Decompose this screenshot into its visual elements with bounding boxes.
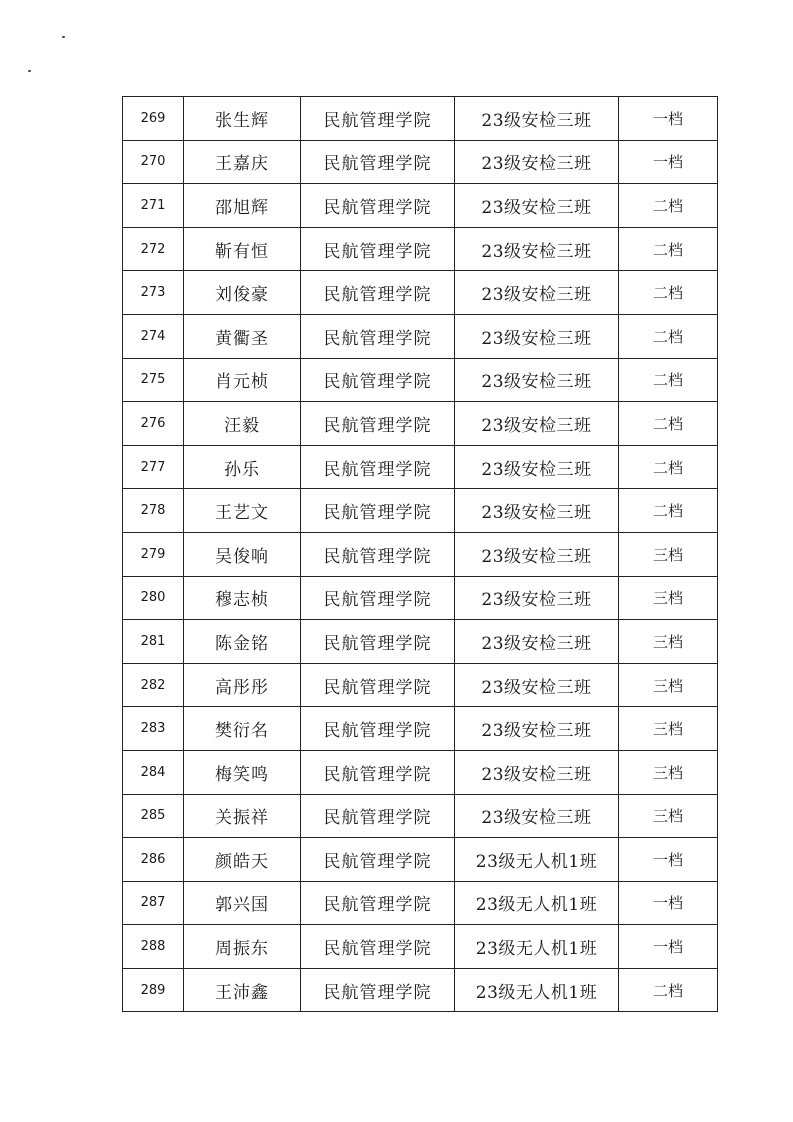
student-name-cell: 颜皓天 <box>184 838 301 882</box>
row-number-cell: 284 <box>123 750 184 794</box>
class-cell: 23级安检三班 <box>455 358 619 402</box>
table-row <box>123 402 718 446</box>
student-name-cell: 周振东 <box>184 925 301 969</box>
class-cell: 23级安检三班 <box>455 271 619 315</box>
table-row <box>123 707 718 751</box>
college-cell: 民航管理学院 <box>301 794 455 838</box>
scan-speck <box>28 70 31 72</box>
row-number-cell: 278 <box>123 489 184 533</box>
grade-level-cell: 一档 <box>619 97 718 141</box>
college-cell: 民航管理学院 <box>301 663 455 707</box>
table-row <box>123 445 718 489</box>
student-name-cell: 王艺文 <box>184 489 301 533</box>
college-cell: 民航管理学院 <box>301 445 455 489</box>
roster-table <box>122 96 718 1012</box>
college-cell: 民航管理学院 <box>301 620 455 664</box>
grade-level-cell: 二档 <box>619 227 718 271</box>
grade-level-cell: 二档 <box>619 968 718 1012</box>
class-cell: 23级安检三班 <box>455 445 619 489</box>
grade-level-cell: 二档 <box>619 184 718 228</box>
student-name-cell: 黄衢圣 <box>184 314 301 358</box>
student-name-cell: 关振祥 <box>184 794 301 838</box>
grade-level-cell: 三档 <box>619 707 718 751</box>
class-cell: 23级安检三班 <box>455 97 619 141</box>
row-number-cell: 269 <box>123 97 184 141</box>
class-cell: 23级安检三班 <box>455 402 619 446</box>
grade-level-cell: 三档 <box>619 532 718 576</box>
table-row <box>123 97 718 141</box>
college-cell: 民航管理学院 <box>301 227 455 271</box>
college-cell: 民航管理学院 <box>301 750 455 794</box>
table-row <box>123 184 718 228</box>
table-row <box>123 227 718 271</box>
row-number-cell: 271 <box>123 184 184 228</box>
college-cell: 民航管理学院 <box>301 925 455 969</box>
table-row <box>123 576 718 620</box>
row-number-cell: 270 <box>123 140 184 184</box>
grade-level-cell: 二档 <box>619 402 718 446</box>
table-row <box>123 968 718 1012</box>
grade-level-cell: 二档 <box>619 445 718 489</box>
grade-level-cell: 一档 <box>619 140 718 184</box>
class-cell: 23级无人机1班 <box>455 925 619 969</box>
college-cell: 民航管理学院 <box>301 576 455 620</box>
row-number-cell: 286 <box>123 838 184 882</box>
grade-level-cell: 二档 <box>619 358 718 402</box>
student-name-cell: 汪毅 <box>184 402 301 446</box>
college-cell: 民航管理学院 <box>301 532 455 576</box>
college-cell: 民航管理学院 <box>301 838 455 882</box>
class-cell: 23级安检三班 <box>455 227 619 271</box>
student-name-cell: 梅笑鸣 <box>184 750 301 794</box>
table-row <box>123 489 718 533</box>
row-number-cell: 281 <box>123 620 184 664</box>
grade-level-cell: 三档 <box>619 663 718 707</box>
roster-table-body <box>123 97 718 1012</box>
table-row <box>123 750 718 794</box>
table-row <box>123 838 718 882</box>
row-number-cell: 287 <box>123 881 184 925</box>
student-name-cell: 王沛鑫 <box>184 968 301 1012</box>
table-row <box>123 140 718 184</box>
college-cell: 民航管理学院 <box>301 402 455 446</box>
grade-level-cell: 三档 <box>619 750 718 794</box>
student-name-cell: 王嘉庆 <box>184 140 301 184</box>
class-cell: 23级安检三班 <box>455 140 619 184</box>
row-number-cell: 289 <box>123 968 184 1012</box>
row-number-cell: 273 <box>123 271 184 315</box>
grade-level-cell: 一档 <box>619 881 718 925</box>
table-row <box>123 314 718 358</box>
table-row <box>123 358 718 402</box>
college-cell: 民航管理学院 <box>301 184 455 228</box>
grade-level-cell: 二档 <box>619 489 718 533</box>
student-name-cell: 孙乐 <box>184 445 301 489</box>
college-cell: 民航管理学院 <box>301 881 455 925</box>
row-number-cell: 282 <box>123 663 184 707</box>
college-cell: 民航管理学院 <box>301 968 455 1012</box>
table-row <box>123 620 718 664</box>
table-row <box>123 663 718 707</box>
class-cell: 23级安检三班 <box>455 532 619 576</box>
class-cell: 23级安检三班 <box>455 489 619 533</box>
class-cell: 23级无人机1班 <box>455 881 619 925</box>
class-cell: 23级安检三班 <box>455 184 619 228</box>
class-cell: 23级安检三班 <box>455 620 619 664</box>
grade-level-cell: 三档 <box>619 576 718 620</box>
class-cell: 23级无人机1班 <box>455 968 619 1012</box>
row-number-cell: 274 <box>123 314 184 358</box>
class-cell: 23级安检三班 <box>455 663 619 707</box>
student-name-cell: 吴俊响 <box>184 532 301 576</box>
row-number-cell: 276 <box>123 402 184 446</box>
grade-level-cell: 二档 <box>619 314 718 358</box>
class-cell: 23级安检三班 <box>455 314 619 358</box>
student-name-cell: 张生辉 <box>184 97 301 141</box>
row-number-cell: 283 <box>123 707 184 751</box>
class-cell: 23级安检三班 <box>455 707 619 751</box>
grade-level-cell: 二档 <box>619 271 718 315</box>
college-cell: 民航管理学院 <box>301 358 455 402</box>
row-number-cell: 277 <box>123 445 184 489</box>
college-cell: 民航管理学院 <box>301 97 455 141</box>
grade-level-cell: 三档 <box>619 620 718 664</box>
student-name-cell: 陈金铭 <box>184 620 301 664</box>
student-name-cell: 穆志桢 <box>184 576 301 620</box>
college-cell: 民航管理学院 <box>301 271 455 315</box>
student-name-cell: 肖元桢 <box>184 358 301 402</box>
row-number-cell: 272 <box>123 227 184 271</box>
college-cell: 民航管理学院 <box>301 489 455 533</box>
student-name-cell: 邵旭辉 <box>184 184 301 228</box>
table-row <box>123 925 718 969</box>
table-row <box>123 881 718 925</box>
table-row <box>123 794 718 838</box>
class-cell: 23级安检三班 <box>455 794 619 838</box>
student-name-cell: 靳有恒 <box>184 227 301 271</box>
student-name-cell: 郭兴国 <box>184 881 301 925</box>
grade-level-cell: 一档 <box>619 838 718 882</box>
class-cell: 23级安检三班 <box>455 576 619 620</box>
table-row <box>123 271 718 315</box>
college-cell: 民航管理学院 <box>301 140 455 184</box>
row-number-cell: 280 <box>123 576 184 620</box>
college-cell: 民航管理学院 <box>301 707 455 751</box>
class-cell: 23级安检三班 <box>455 750 619 794</box>
table-row <box>123 532 718 576</box>
scan-speck <box>62 36 65 38</box>
class-cell: 23级无人机1班 <box>455 838 619 882</box>
grade-level-cell: 一档 <box>619 925 718 969</box>
student-name-cell: 刘俊豪 <box>184 271 301 315</box>
student-name-cell: 樊衍名 <box>184 707 301 751</box>
grade-level-cell: 三档 <box>619 794 718 838</box>
row-number-cell: 288 <box>123 925 184 969</box>
student-name-cell: 高彤彤 <box>184 663 301 707</box>
row-number-cell: 275 <box>123 358 184 402</box>
college-cell: 民航管理学院 <box>301 314 455 358</box>
row-number-cell: 285 <box>123 794 184 838</box>
row-number-cell: 279 <box>123 532 184 576</box>
